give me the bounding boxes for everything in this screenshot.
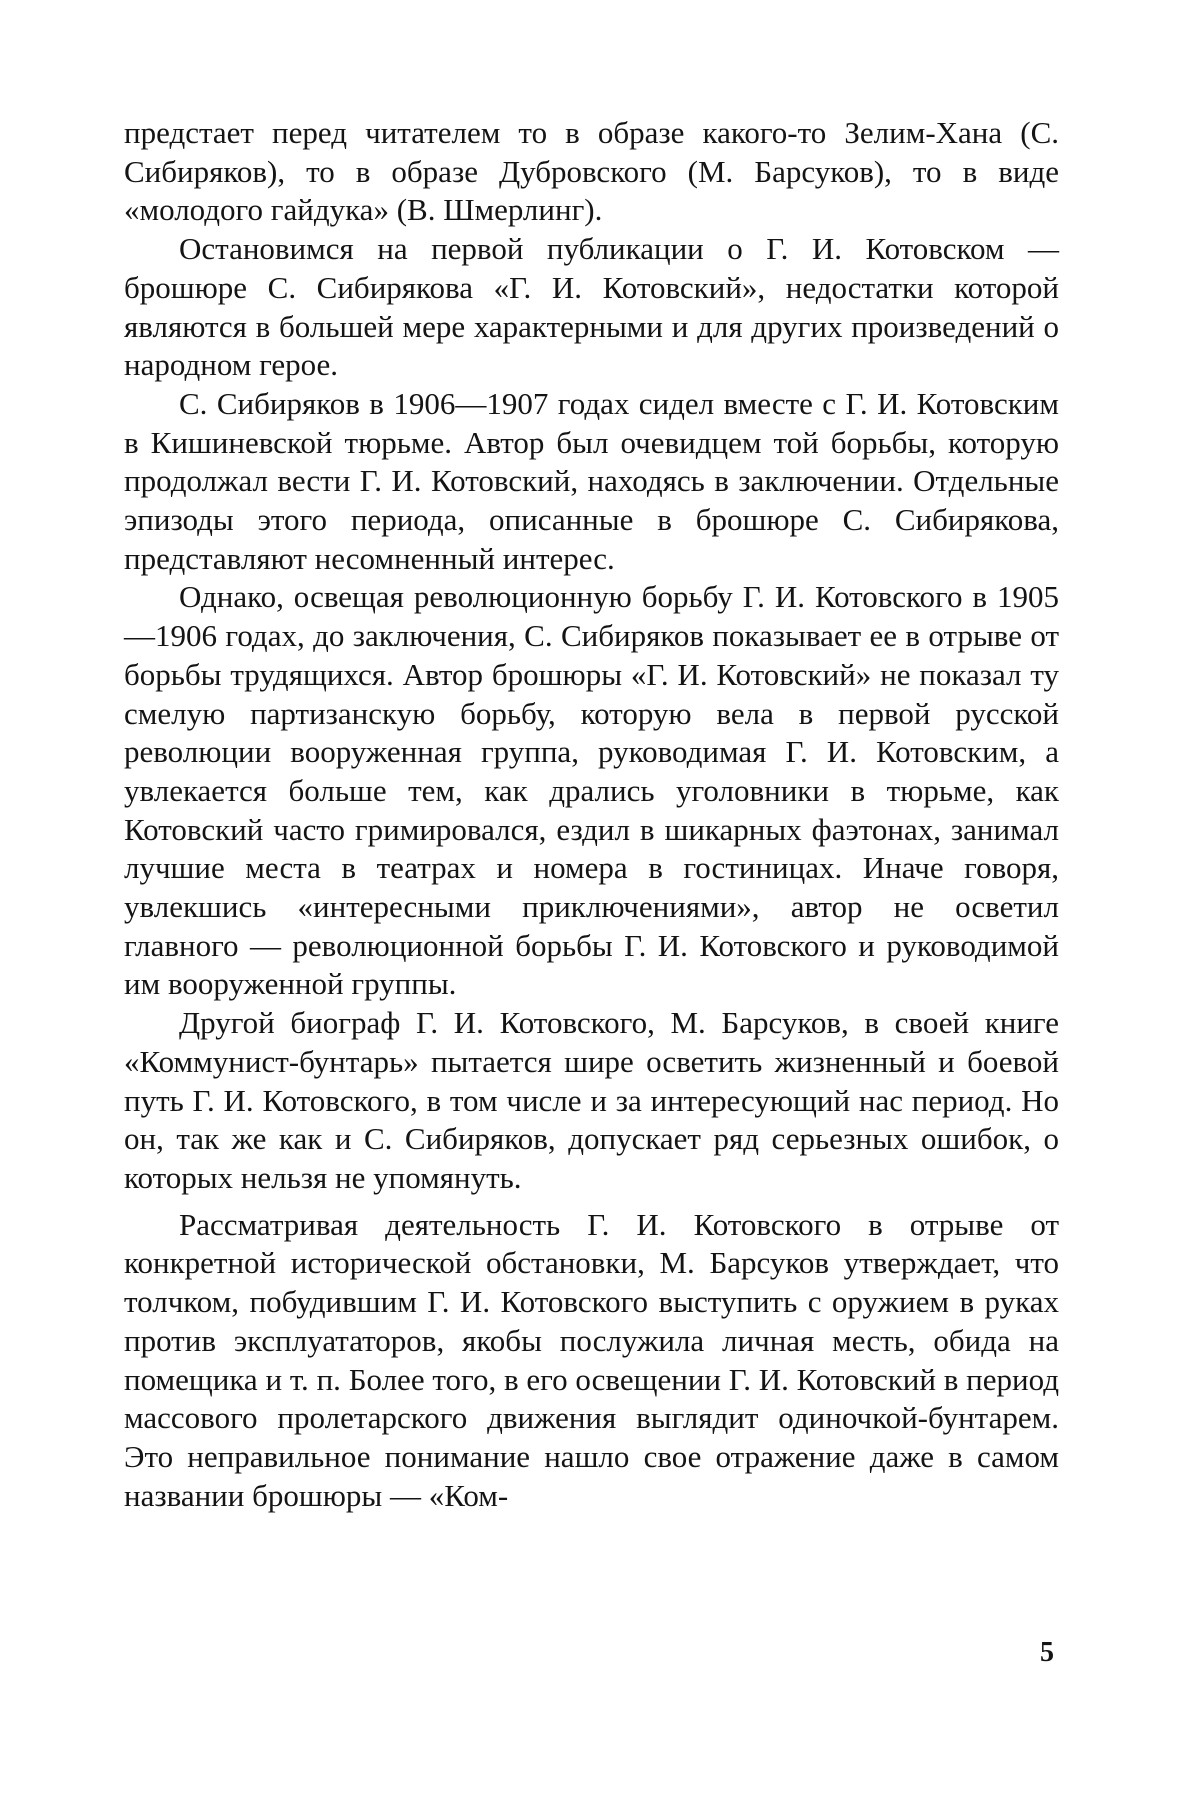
page-number: 5 — [1040, 1637, 1054, 1668]
paragraph-sibiryakov-prison: С. Сибиряков в 1906—1907 годах сидел вместе с Г. И. Котовским в Кишиневской тюрьме. Автор был очевидцем той борьбы, которую продолжал вести Г. И. Котовский, находясь в заключении. Отдельные эпизоды этого периода, описанные в брошюре С. Сибирякова, представляют несомненный интерес. — [124, 385, 1059, 576]
body-text — [124, 114, 1059, 1515]
paragraph-barsukov-critique: Рассматривая деятельность Г. И. Котовского в отрыве от конкретной исторической обстановки, М. Барсуков утверждает, что толчком, побудившим Г. И. Котовского выступить с оружием в руках против эксплуататоров, якобы послужила личная месть, обида на помещика и т. п. Более того, в его освещении Г. И. Котовский в период массового пролетарского движения выглядит одиночкой-бунтарем. Это неправильное понимание нашло свое отражение даже в самом названии брошюры — «Ком- — [124, 1206, 1059, 1513]
paragraph-barsukov-book: Другой биограф Г. И. Котовского, М. Барсуков, в своей книге «Коммунист-бунтарь» пытается шире осветить жизненный и боевой путь Г. И. Котовского, в том числе и за интересующий нас период. Но он, так же как и С. Сибиряков, допускает ряд серьезных ошибок, о которых нельзя не упомянуть. — [124, 1005, 1059, 1195]
paragraph-continuation: предстает перед читателем то в образе какого-то Зелим-Хана (С. Сибиряков), то в образе Дубровского (М. Барсуков), то в виде «молодого гайдука» (В. Шмерлинг). — [124, 115, 1059, 228]
paragraph-revolutionary-struggle: Однако, освещая революционную борьбу Г. И. Котовского в 1905—1906 годах, до заключения, С. Сибиряков показывает ее в отрыве от борьбы трудящихся. Автор брошюры «Г. И. Котовский» не показал ту смелую партизанскую борьбу, которую вела в первой русской революции вооруженная группа, руководимая Г. И. Котовским, а увлекается больше тем, как дрались уголовники в тюрьме, как Котовский часто гримировался, ездил в шикарных фаэтонах, занимал лучшие места в театрах и номера в гостиницах. Иначе говоря, увлекшись «интересными приключениями», автор не осветил главного — революционной борьбы Г. И. Котовского и руководимой им вооруженной группы. — [124, 579, 1059, 1002]
paragraph-first-publication: Остановимся на первой публикации о Г. И. Котовском — брошюре С. Сибирякова «Г. И. Котовский», недостатки которой являются в большей мере характерными и для других произведений о народном герое. — [124, 231, 1059, 383]
